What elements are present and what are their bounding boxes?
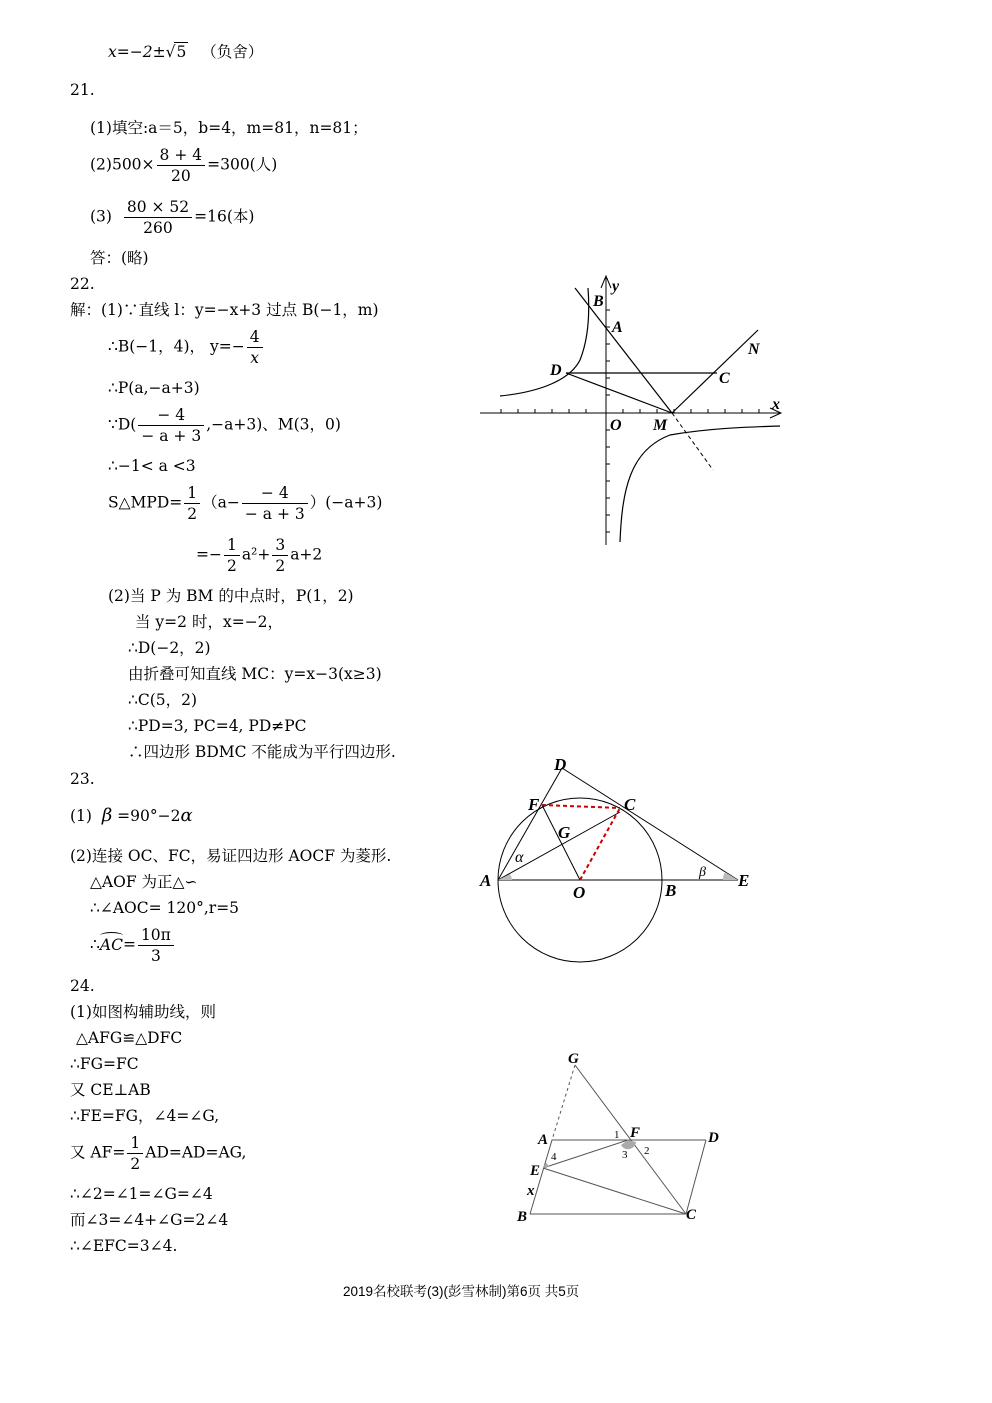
q24-line6: 又 AF= $\frac{1}{2}$ AD=AD=AG, [70,1134,247,1173]
q22-head: 22. [70,275,95,293]
label-4: 4 [551,1151,557,1163]
label-o: O [573,883,586,902]
q23-line2: (2)连接 OC、FC，易证四边形 AOCF 为菱形. [70,847,392,865]
segment-dc [686,1140,706,1214]
segment-de [562,768,738,880]
label-e: E [530,1163,541,1179]
q22-line11: 由折叠可知直线 MC：y=x−3(x≥3) [128,665,382,683]
q22-line4: ∵D( $\frac{- 4}{- a + 3}$ ,−a+3)、M(3，0) [108,406,341,445]
label-g: G [558,823,571,842]
q24-line3: ∴FG=FC [70,1055,139,1073]
label-2: 2 [644,1145,650,1157]
label-1: 1 [614,1129,620,1141]
label-beta: β [699,865,706,880]
x-axis-ticks [501,409,759,413]
q24-line8: 而∠3=∠4+∠G=2∠4 [70,1211,229,1229]
label-x: x [527,1183,535,1199]
label-a: A [480,871,492,890]
q22-line3: ∴P(a,−a+3) [108,379,200,397]
label-c: C [719,370,730,387]
q24-line5: ∴FE=FG，∠4=∠G, [70,1107,220,1125]
label-b: B [665,881,677,900]
q21-line1: (1)填空:a＝5，b=4，m=81，n=81； [90,119,368,137]
segment-ad [498,768,562,880]
label-d: D [554,755,567,774]
label-c: C [624,795,636,814]
q21-answer: 答：(略) [90,249,149,267]
angle-beta-mark [723,872,738,880]
q22-line9: 当 y=2 时，x=−2， [135,613,284,631]
label-3: 3 [622,1149,628,1161]
q22-line2: ∴B(−1，4)， y=− $\frac{4}{x}$ [108,327,265,368]
q24-line7: ∴∠2=∠1=∠G=∠4 [70,1185,213,1203]
q24-head: 24. [70,977,95,995]
label-b: B [517,1209,528,1225]
q21-line2: (2)500× $\frac{8 + 4}{20}$ =300(人) [90,146,278,185]
q23-head: 23. [70,770,95,788]
q22-line10: ∴D(−2，2) [128,639,211,657]
q23-figure [475,750,765,970]
label-alpha: α [515,849,524,866]
q22-line7: =− $\frac{1}{2}$ a²+ $\frac{3}{2}$ a+2 [196,536,323,575]
q23-line5: ∴AC= $\frac{10\pi}{3}$ [90,925,176,966]
q24-figure [510,1045,740,1230]
q22-line6: S△MPD= $\frac{1}{2}$ （a− $\frac{- 4}{- a + 3}$ ）(−a+3) [108,484,383,523]
q21-head: 21. [70,81,95,99]
label-a: A [612,319,623,336]
segment-ec [543,1168,686,1214]
label-o: O [610,417,622,434]
q23-line1: (1) β =90°−2α [70,805,193,826]
q22-line13: ∴PD=3, PC=4, PD≠PC [128,717,307,735]
label-c: C [686,1207,697,1223]
page-footer: 2019名校联考(3)(彭雪林制)第6页 共5页 [343,1284,580,1299]
q22-line1: 解：(1)∵直线 l：y=−x+3 过点 B(−1，m) [70,301,379,319]
segment-oc-dashed [580,808,620,880]
hyperbola-left-branch [500,288,589,396]
q24-line1: (1)如图构辅助线，则 [70,1003,216,1021]
segment-ga-dashed [552,1065,575,1140]
label-x: x [772,396,780,413]
label-f: F [528,795,540,814]
q24-line2: △AFG≌△DFC [76,1029,183,1047]
label-d: D [550,362,562,379]
label-n: N [748,341,760,358]
label-a: A [538,1132,549,1148]
label-y: y [612,278,620,295]
q23-line4: ∴∠AOC= 120°,r=5 [90,899,240,917]
q22-line12: ∴C(5，2) [128,691,198,709]
label-d: D [708,1130,719,1146]
q22-line5: ∴−1< a <3 [108,457,196,475]
line-l-dashed [672,413,713,470]
q21-line3: (3) $\frac{80 \times 52}{260}$ =16(本) [90,198,255,237]
q24-line9: ∴∠EFC=3∠4. [70,1237,178,1255]
q23-line3: △AOF 为正△∽ [90,873,198,891]
q22-figure [470,270,790,550]
q22-line14: ∴四边形 BDMC 不能成为平行四边形. [128,743,396,761]
line-mn [672,330,758,413]
segment-fo [542,805,580,880]
label-b: B [593,293,604,310]
label-m: M [653,417,668,434]
label-e: E [738,871,750,890]
label-g: G [568,1051,579,1067]
label-f: F [630,1125,641,1141]
segment-fc-dashed [542,805,620,808]
q22-line8: (2)当 P 为 BM 的中点时，P(1，2) [108,587,354,605]
top-equation: x=−2±√5 （负舍） [108,43,264,61]
hyperbola-right-branch [620,426,780,542]
q24-line4: 又 CE⊥AB [70,1081,151,1099]
